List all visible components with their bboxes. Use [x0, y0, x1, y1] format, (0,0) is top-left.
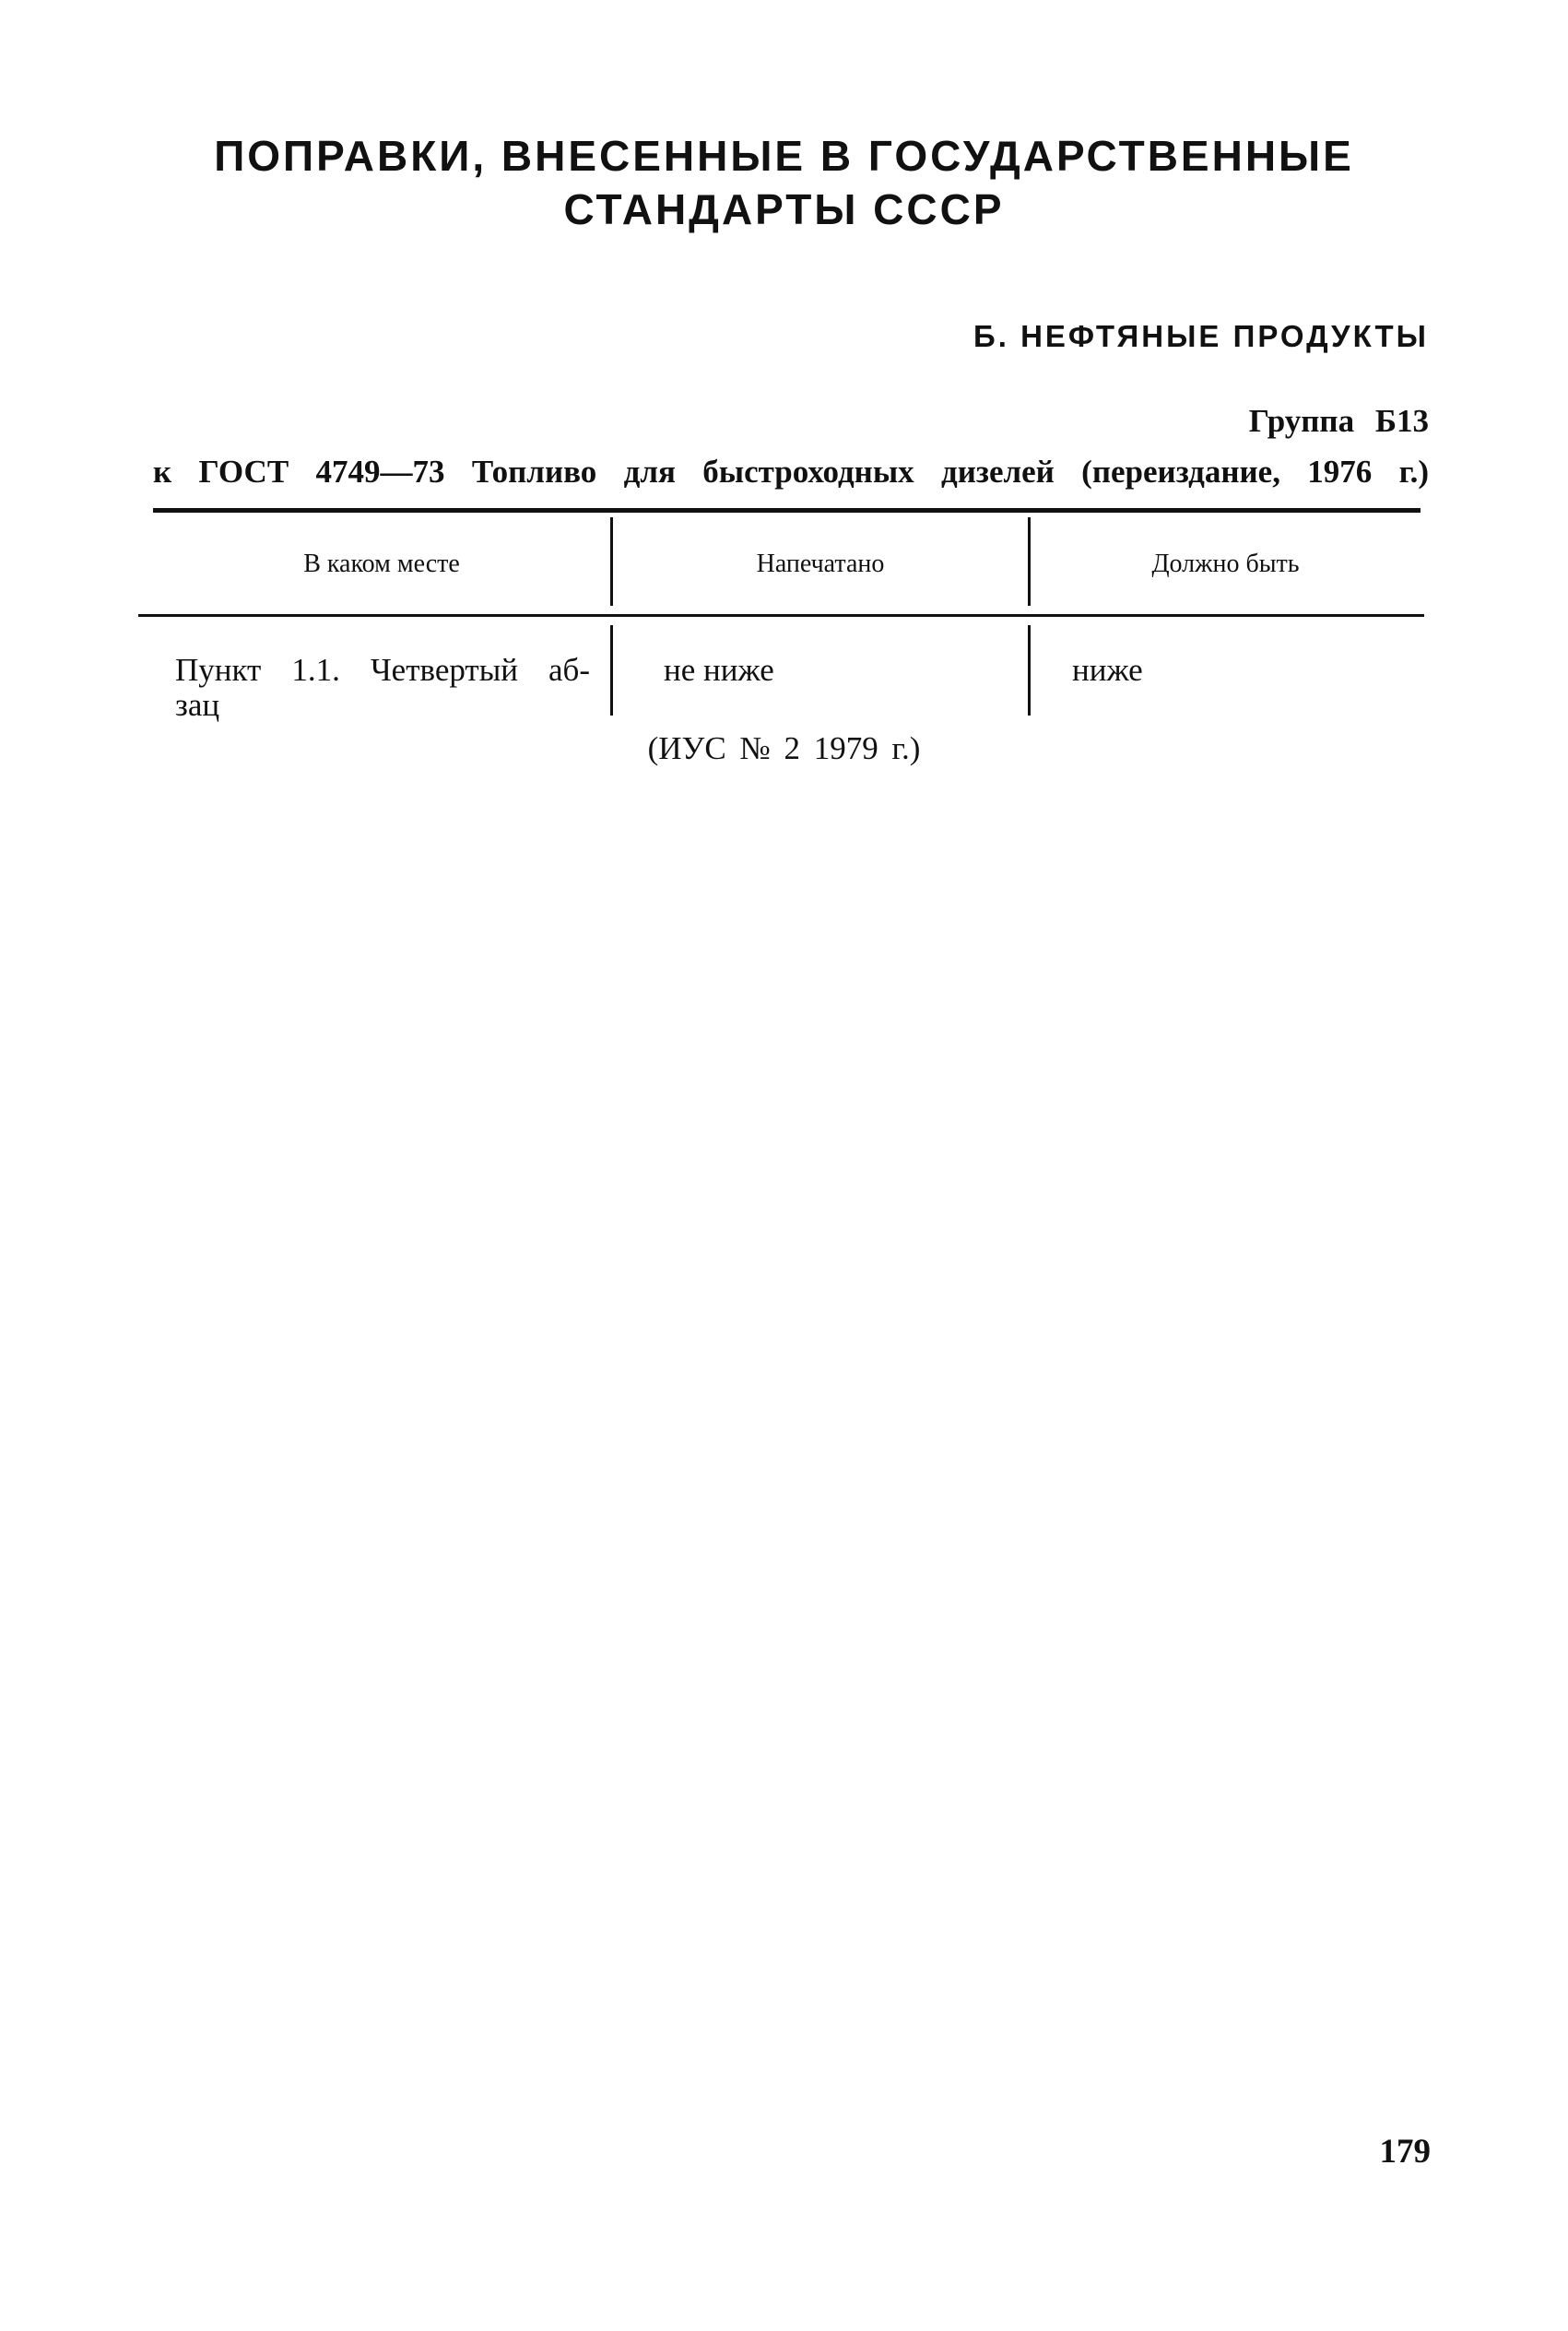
- table-header-rule: [138, 614, 1424, 617]
- table-header-should-be: Должно быть: [1151, 550, 1300, 578]
- table-body-divider-2: [1028, 625, 1031, 716]
- table-cell-location: Пункт 1.1. Четвертый аб- зац: [175, 652, 590, 723]
- table-header-location: В каком месте: [303, 550, 460, 578]
- table-cell-printed: не ниже: [664, 652, 774, 688]
- table-cell-should-be: ниже: [1072, 652, 1143, 688]
- document-title-line-2: СТАНДАРТЫ СССР: [563, 185, 1005, 233]
- section-heading: Б. НЕФТЯНЫЕ ПРОДУКТЫ: [973, 319, 1429, 353]
- page-number: 179: [1379, 2133, 1431, 2171]
- table-header-divider-2: [1028, 517, 1031, 606]
- standard-reference: к ГОСТ 4749—73 Топливо для быстроходных дизелей (переиздание, 1976 г.): [153, 454, 1429, 490]
- document-title-line-1: ПОПРАВКИ, ВНЕСЕННЫЕ В ГОСУДАРСТВЕННЫЕ: [214, 132, 1354, 180]
- group-label: Группа Б13: [1248, 403, 1429, 439]
- document-title: [0, 129, 1568, 236]
- table-top-rule: [153, 508, 1421, 513]
- issue-note: (ИУС № 2 1979 г.): [647, 730, 921, 766]
- table-header-divider-1: [610, 517, 613, 606]
- table-header-printed: Напечатано: [756, 550, 885, 578]
- table-body-divider-1: [610, 625, 613, 716]
